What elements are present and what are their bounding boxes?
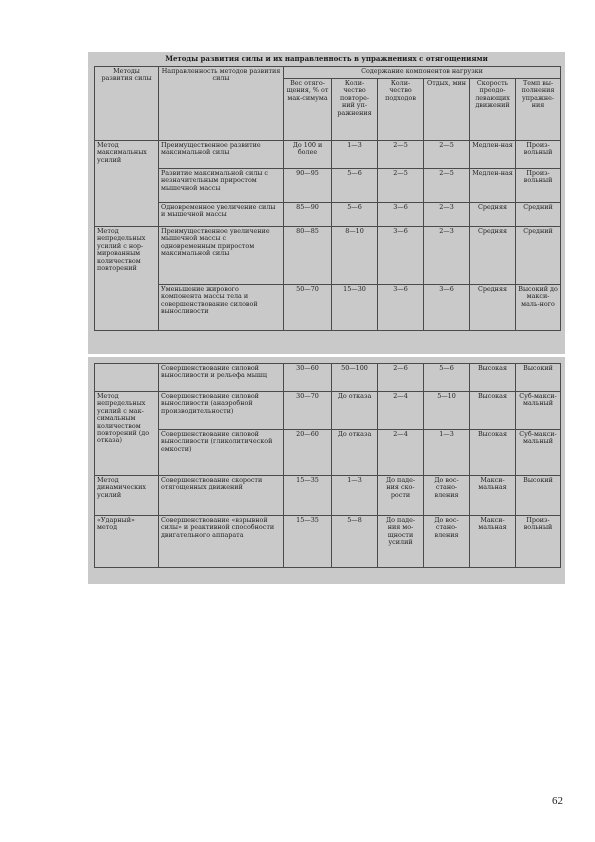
weight-cell: 30—70 [284,392,332,430]
sets-cell: 2—5 [378,169,424,203]
speed-cell: Макси-мальная [470,516,516,568]
direction-cell: Преимущественное развитие максимальной силы [159,141,284,169]
tempo-cell: Высокий до макси-маль-ного [516,285,561,331]
tempo-cell: Произ-вольный [516,141,561,169]
table-row [95,285,561,331]
sets-cell: 3—6 [378,203,424,227]
rest-cell: 2—3 [424,227,470,285]
weight-cell: 90—95 [284,169,332,203]
speed-cell: Средняя [470,203,516,227]
sets-cell: 2—4 [378,392,424,430]
speed-cell: Высокая [470,392,516,430]
reps-cell: 5—6 [332,203,378,227]
reps-cell: 5—6 [332,169,378,203]
header-reps: Коли-чество повторе-ний уп-ражнения [332,79,378,141]
rest-cell: До вос-стано-вления [424,516,470,568]
weight-cell: 15—35 [284,516,332,568]
speed-cell: Средняя [470,285,516,331]
sets-cell: 3—6 [378,285,424,331]
weight-cell: 30—60 [284,364,332,392]
method-cell: Метод непредельных усилий с нор-мированным количеством повторений [95,227,159,331]
method-cell: «Ударный» метод [95,516,159,568]
reps-cell: 1—3 [332,476,378,516]
header-weight: Вес отяго-щения, % от мак-симума [284,79,332,141]
header-direction: Направленность методов развития силы [159,67,284,141]
table-row [95,476,561,516]
tempo-cell: Средний [516,203,561,227]
header-tempo: Темп вы-полнения упражне-ния [516,79,561,141]
speed-cell: Медлен-ная [470,169,516,203]
sets-cell: До паде-ния мо-щности усилий [378,516,424,568]
scanned-table-bottom [88,357,565,584]
weight-cell: До 100 и более [284,141,332,169]
weight-cell: 85—90 [284,203,332,227]
reps-cell: 5—8 [332,516,378,568]
header-speed: Скорость преодо-левающих движений [470,79,516,141]
rest-cell: 2—5 [424,141,470,169]
reps-cell: До отказа [332,430,378,476]
sets-cell: 2—4 [378,430,424,476]
table-row [95,392,561,430]
rest-cell: 2—3 [424,203,470,227]
reps-cell: 1—3 [332,141,378,169]
method-cell: Метод максимальных усилий [95,141,159,227]
header-load-content: Содержание компонентов нагрузки [284,67,561,79]
method-cell: Метод динамических усилий [95,476,159,516]
header-sets: Коли-чество подходов [378,79,424,141]
weight-cell: 15—35 [284,476,332,516]
rest-cell: 5—6 [424,364,470,392]
method-cell [95,364,159,392]
rest-cell: 2—5 [424,169,470,203]
direction-cell: Развитие максимальной силы с незначительным приростом мышечной массы [159,169,284,203]
direction-cell: Совершенствование силовой выносливости (гликолитической емкости) [159,430,284,476]
rest-cell: 3—6 [424,285,470,331]
table-row [95,227,561,285]
table-row [95,516,561,568]
table-row [95,430,561,476]
table-row [95,364,561,392]
reps-cell: 8—10 [332,227,378,285]
sets-cell: 3—6 [378,227,424,285]
direction-cell: Совершенствование силовой выносливости и рельефа мышц [159,364,284,392]
tempo-cell: Высокий [516,364,561,392]
rest-cell: До вос-стано-вления [424,476,470,516]
table-title: Методы развития силы и их направленность в упражнениях с отягощениями [165,54,488,63]
reps-cell: 15—30 [332,285,378,331]
direction-cell: Одновременное увеличение силы и мышечной массы [159,203,284,227]
table-row [95,169,561,203]
tempo-cell: Произ-вольный [516,169,561,203]
method-cell: Метод непредельных усилий с мак-симальным количеством повторений (до отказа) [95,392,159,476]
direction-cell: Совершенствование силовой выносливости (анаэробной производительности) [159,392,284,430]
header-methods: Методы развития силы [95,67,159,141]
reps-cell: До отказа [332,392,378,430]
tempo-cell: Произ-вольный [516,516,561,568]
direction-cell: Преимущественное увеличение мышечной массы с одновременным приростом максимальной силы [159,227,284,285]
speed-cell: Медлен-ная [470,141,516,169]
weight-cell: 20—60 [284,430,332,476]
weight-cell: 50—70 [284,285,332,331]
sets-cell: 2—5 [378,141,424,169]
header-rest: Отдых, мин [424,79,470,141]
sets-cell: 2—6 [378,364,424,392]
tempo-cell: Средний [516,227,561,285]
sets-cell: До паде-ния ско-рости [378,476,424,516]
direction-cell: Совершенствование «взрывной силы» и реактивной способности двигательного аппарата [159,516,284,568]
rest-cell: 1—3 [424,430,470,476]
tempo-cell: Суб-макси-мальный [516,430,561,476]
weight-cell: 80—85 [284,227,332,285]
scanned-table-top [88,52,565,354]
methods-table-part-1 [94,66,561,331]
page-number: 62 [552,795,563,807]
tempo-cell: Высокий [516,476,561,516]
direction-cell: Уменьшение жирового компонента массы тела и совершенствование силовой выносливости [159,285,284,331]
methods-table-part-2 [94,363,561,568]
speed-cell: Высокая [470,364,516,392]
speed-cell: Средняя [470,227,516,285]
speed-cell: Макси-мальная [470,476,516,516]
reps-cell: 50—100 [332,364,378,392]
speed-cell: Высокая [470,430,516,476]
table-row [95,203,561,227]
direction-cell: Совершенствование скорости отягощенных движений [159,476,284,516]
tempo-cell: Суб-макси-мальный [516,392,561,430]
rest-cell: 5—10 [424,392,470,430]
table-row [95,141,561,169]
